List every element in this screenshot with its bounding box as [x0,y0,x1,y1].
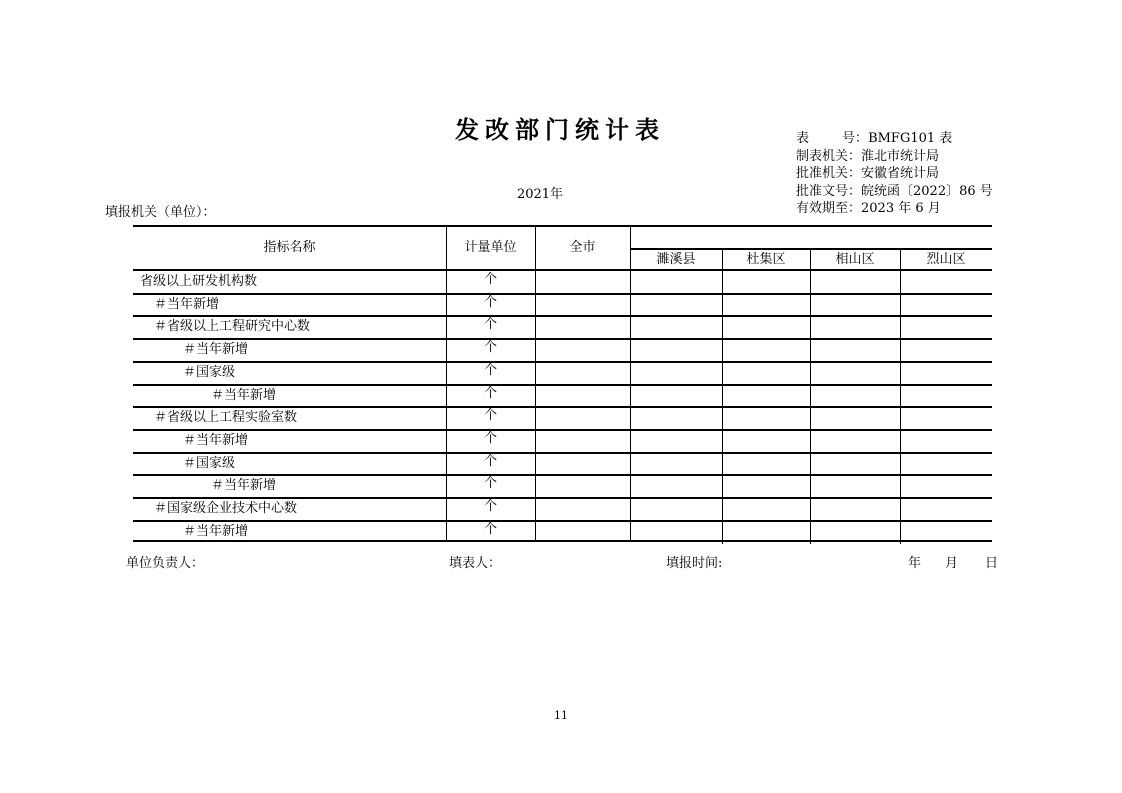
row-unit: 个 [483,408,497,424]
meta-row [796,165,993,183]
value-cell[interactable] [902,455,990,474]
row-divider [133,520,992,522]
value-cell[interactable] [724,296,808,315]
meta-key: 制表机关： [796,148,862,164]
row-divider [133,497,992,499]
value-cell[interactable] [632,523,720,542]
row-unit: 个 [483,317,497,333]
value-cell[interactable] [812,455,898,474]
footer-fill-time: 填报时间: [666,556,723,571]
value-cell[interactable] [812,364,898,383]
row-indicator-name: ＃当年新增 [183,523,249,539]
value-cell[interactable] [902,523,990,542]
row-indicator-name: ＃当年新增 [211,478,277,494]
header-all-city: 全市 [569,240,596,255]
value-cell[interactable] [812,523,898,542]
value-cell[interactable] [632,432,720,451]
meta-key: 有效期至： [796,201,862,216]
meta-value: 2023 年 6 月 [861,201,941,216]
meta-key: 批准文号： [796,183,862,199]
value-cell[interactable] [902,364,990,383]
value-cell[interactable] [812,432,898,451]
page-number: 11 [554,709,568,722]
report-year: 2021年 [516,187,564,202]
meta-row [796,200,993,218]
value-cell[interactable] [537,273,628,292]
value-cell[interactable] [812,477,898,496]
value-cell[interactable] [902,273,990,292]
header-district: 杜集区 [746,252,786,267]
row-indicator-name: ＃当年新增 [154,296,220,312]
value-cell[interactable] [724,341,808,360]
value-cell[interactable] [632,500,720,519]
meta-row [796,183,993,201]
value-cell[interactable] [812,273,898,292]
value-cell[interactable] [812,500,898,519]
row-unit: 个 [483,362,497,378]
row-indicator-name: ＃国家级 [183,364,236,380]
footer-year: 年 [908,556,922,571]
row-indicator-name: ＃省级以上工程研究中心数 [154,319,311,335]
row-indicator-name: ＃当年新增 [211,387,277,403]
value-cell[interactable] [812,387,898,406]
value-cell[interactable] [537,387,628,406]
value-cell[interactable] [724,500,808,519]
value-cell[interactable] [537,296,628,315]
value-cell[interactable] [724,409,808,428]
value-cell[interactable] [724,387,808,406]
reporting-unit-label: 填报机关（单位）： [105,205,216,220]
value-cell[interactable] [902,432,990,451]
footer-responsible: 单位负责人： [126,556,205,571]
value-cell[interactable] [902,318,990,337]
row-unit: 个 [483,499,497,514]
value-cell[interactable] [537,341,628,360]
row-unit: 个 [483,453,497,469]
row-divider [133,361,992,363]
footer-filler: 填表人： [449,556,502,571]
form-meta [796,130,993,218]
value-cell[interactable] [632,296,720,315]
value-cell[interactable] [537,477,628,496]
value-cell[interactable] [812,318,898,337]
meta-key: 表 号： [796,131,869,146]
header-district: 烈山区 [926,252,966,267]
value-cell[interactable] [632,477,720,496]
row-divider [133,406,992,408]
meta-row [796,148,993,166]
row-divider [133,474,992,476]
statistics-table [133,225,992,542]
row-unit: 个 [483,294,497,310]
value-cell[interactable] [632,273,720,292]
row-unit: 个 [483,430,497,446]
meta-value: 淮北市统计局 [861,148,940,164]
meta-value: BMFG101 表 [868,131,953,146]
header-bottom-rule [133,269,992,271]
value-cell[interactable] [724,273,808,292]
value-cell[interactable] [724,318,808,337]
row-indicator-name: ＃国家级 [183,455,236,471]
row-indicator-name: ＃省级以上工程实验室数 [154,410,298,426]
value-cell[interactable] [537,455,628,474]
row-divider [133,315,992,317]
value-cell[interactable] [724,523,808,542]
row-unit: 个 [483,340,497,356]
row-indicator-name: ＃国家级企业技术中心数 [154,501,298,516]
row-unit: 个 [483,385,497,401]
row-divider [133,452,992,454]
footer-month: 月 [945,556,959,571]
value-cell[interactable] [632,387,720,406]
row-indicator-name: ＃当年新增 [183,342,249,358]
value-cell[interactable] [537,364,628,383]
meta-row [796,130,993,148]
value-cell[interactable] [724,432,808,451]
row-unit: 个 [483,521,497,537]
value-cell[interactable] [902,387,990,406]
row-divider [133,293,992,295]
value-cell[interactable] [812,296,898,315]
header-district: 濉溪县 [656,252,696,267]
header-indicator-name: 指标名称 [263,240,316,255]
value-cell[interactable] [632,409,720,428]
value-cell[interactable] [902,341,990,360]
value-cell[interactable] [632,364,720,383]
value-cell[interactable] [902,296,990,315]
value-cell[interactable] [902,409,990,428]
value-cell[interactable] [537,432,628,451]
meta-value: 安徽省统计局 [861,166,940,181]
value-cell[interactable] [537,523,628,542]
value-cell[interactable] [537,409,628,428]
value-cell[interactable] [724,364,808,383]
row-indicator-name: ＃当年新增 [183,432,249,448]
value-cell[interactable] [632,341,720,360]
meta-key: 批准机关： [796,166,862,181]
row-divider [133,429,992,431]
value-cell[interactable] [537,318,628,337]
header-district: 相山区 [835,252,875,267]
row-indicator-name: 省级以上研发机构数 [140,274,258,289]
value-cell[interactable] [812,409,898,428]
subheader-divider [630,248,992,250]
footer-day: 日 [985,556,999,571]
value-cell[interactable] [632,455,720,474]
row-unit: 个 [483,272,497,287]
row-unit: 个 [483,476,497,492]
meta-value: 皖统函〔2022〕86 号 [861,183,993,199]
header-unit: 计量单位 [464,240,517,255]
value-cell[interactable] [724,477,808,496]
value-cell[interactable] [537,500,628,519]
value-cell[interactable] [724,455,808,474]
page-title: 发改部门统计表 [455,115,665,144]
value-cell[interactable] [812,341,898,360]
row-divider [133,384,992,386]
value-cell[interactable] [632,318,720,337]
value-cell[interactable] [902,477,990,496]
value-cell[interactable] [902,500,990,519]
row-divider [133,338,992,340]
